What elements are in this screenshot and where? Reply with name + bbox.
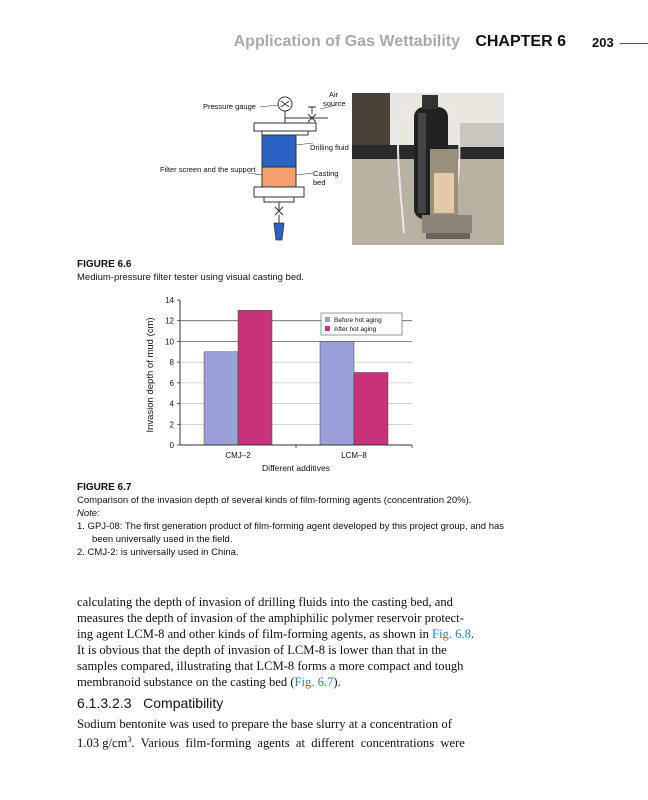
collection-cup-icon bbox=[274, 223, 284, 240]
chapter-label: CHAPTER 6 bbox=[475, 33, 566, 50]
body-paragraph bbox=[77, 594, 487, 691]
casting-bed-region bbox=[262, 167, 296, 187]
body-line: ing agent LCM-8 and other kinds of film-forming agents, as shown in Fig. 6.8. bbox=[77, 627, 475, 642]
x-axis-label: Different additives bbox=[262, 463, 330, 473]
figure-6-7-note-2: 2. CMJ-2: is universally used in China. bbox=[77, 547, 239, 558]
figure-6-7-note-1b: been universally used in the field. bbox=[92, 534, 233, 545]
y-tick-label: 0 bbox=[169, 441, 174, 450]
fig-6-7-link[interactable]: Fig. 6.7 bbox=[294, 675, 334, 690]
y-tick-label: 10 bbox=[165, 337, 174, 347]
figure-6-7-caption: Comparison of the invasion depth of several kinds of film-forming agents (concentration 20%). bbox=[77, 495, 472, 506]
legend-swatch-after bbox=[325, 326, 330, 331]
y-tick-label: 8 bbox=[169, 358, 174, 368]
tester-photo bbox=[352, 93, 504, 245]
x-tick-label: LCM–8 bbox=[341, 451, 367, 460]
x-tick-label: CMJ–2 bbox=[225, 451, 251, 460]
header-rule bbox=[620, 43, 648, 44]
filter-tester-diagram bbox=[150, 85, 360, 250]
body-line: calculating the depth of invasion of drilling fluids into the casting bed, and bbox=[77, 595, 453, 609]
label-pressure-gauge: Pressure gauge bbox=[203, 102, 256, 111]
y-tick-label: 14 bbox=[165, 296, 174, 305]
bar-after-0 bbox=[238, 310, 272, 445]
page-number: 203 bbox=[592, 35, 614, 50]
body-line: It is obvious that the depth of invasion of LCM-8 is lower than that in the bbox=[77, 643, 447, 658]
body-line: measures the depth of invasion of the amphiphilic polymer reservoir protect- bbox=[77, 611, 464, 626]
label-casting-bed-2: bed bbox=[313, 178, 326, 187]
figure-6-6-caption: Medium-pressure filter tester using visual casting bed. bbox=[77, 272, 305, 283]
figure-6-7-note-1a: 1. GPJ-08: The first generation product of film-forming agent developed by this project group, and has bbox=[77, 521, 505, 532]
bar-after-1 bbox=[354, 373, 388, 446]
section-heading: 6.1.3.2.3 Compatibility bbox=[77, 695, 224, 711]
invasion-depth-chart bbox=[140, 290, 430, 480]
section-paragraph bbox=[77, 716, 487, 751]
label-filter-screen: Filter screen and the support bbox=[160, 165, 256, 174]
y-tick-label: 4 bbox=[169, 399, 174, 409]
body-line: samples compared, illustrating that LCM-8 forms a more compact and tough bbox=[77, 659, 464, 674]
y-tick-label: 12 bbox=[165, 316, 174, 326]
section-title: Application of Gas Wettability bbox=[233, 33, 460, 50]
figure-6-7-number: FIGURE 6.7 bbox=[77, 482, 132, 493]
body-line: membranoid substance on the casting bed (Fig. 6.7). bbox=[77, 675, 341, 690]
label-air-source-2: source bbox=[323, 99, 346, 108]
legend-swatch-before bbox=[325, 317, 330, 322]
body-line: 1.03 $g/cm^3$. Various film-forming agents at different concentrations were bbox=[77, 735, 465, 751]
bar-before-1 bbox=[320, 341, 354, 445]
figure-6-6-number: FIGURE 6.6 bbox=[77, 259, 132, 270]
bar-before-0 bbox=[204, 352, 238, 445]
y-tick-label: 2 bbox=[169, 420, 174, 430]
legend-label-after: After hot aging bbox=[334, 326, 377, 333]
label-casting-bed-1: Casting bbox=[313, 169, 339, 178]
body-line: Sodium bentonite was used to prepare the base slurry at a concentration of bbox=[77, 717, 452, 731]
figure-6-7-note-label: Note: bbox=[77, 508, 100, 519]
y-tick-label: 6 bbox=[169, 378, 174, 388]
running-header bbox=[0, 33, 648, 55]
legend-label-before: Before hot aging bbox=[334, 317, 382, 324]
drilling-fluid-region bbox=[262, 135, 296, 167]
label-drilling-fluid: Drilling fluid bbox=[310, 143, 349, 152]
label-air-source-1: Air bbox=[329, 90, 339, 99]
fig-6-8-link[interactable]: Fig. 6.8 bbox=[432, 627, 471, 642]
legend bbox=[321, 313, 402, 335]
y-axis-label: Invasion depth of mud (cm) bbox=[145, 317, 156, 433]
